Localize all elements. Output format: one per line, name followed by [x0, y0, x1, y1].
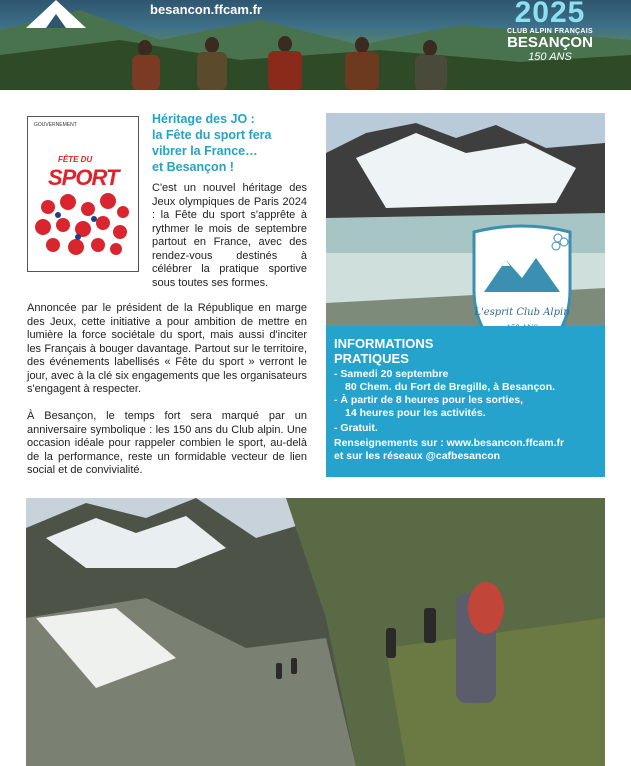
info-contact-2[interactable]: et sur les réseaux @cafbesancon	[334, 450, 501, 462]
info-hours-2: 14 heures pour les activités.	[345, 407, 486, 419]
anniversary-club: CLUB ALPIN FRANÇAIS	[507, 28, 593, 35]
header-url[interactable]: besancon.ffcam.fr	[150, 2, 262, 17]
trail-scene	[26, 498, 605, 766]
anniversary-years: 150 ANS	[528, 51, 572, 63]
poster-sport: SPORT	[48, 165, 119, 190]
info-address: 80 Chem. du Fort de Bregille, à Besançon.	[345, 381, 556, 393]
header-banner	[0, 0, 631, 90]
article-paragraph-1: Annoncée par le président de la République en marge des Jeux, cette initiative a pour ambition de mettre en lumière la force sociétale du sport, mais aussi d'inciter les Français à bouger davantage. Partout sur le territoire, des événements labellisés « Fête du sport » verront le jour, avec à la clé six engagements que les organisateurs s'engagent à respecter.	[27, 302, 307, 395]
info-title: INFORMATIONS PRATIQUES	[334, 336, 434, 366]
info-date: - Samedi 20 septembre	[334, 368, 449, 380]
anniversary-logo	[495, 0, 605, 78]
article-paragraph-2: À Besançon, le temps fort sera marqué par un anniversaire symbolique : les 150 ans du Club alpin. Une occasion idéale pour rappeler combien le sport, au-delà de la performance, reste un formidable vecteur de lien social et de convivialité.	[27, 410, 307, 476]
headline-line: Héritage des JO :	[152, 112, 255, 126]
anniversary-year: 2025	[514, 0, 586, 29]
info-hours-1: - À partir de 8 heures pour les sorties,	[334, 394, 524, 406]
practical-info-box	[326, 326, 605, 477]
hiking-trail-photo	[26, 498, 605, 766]
anniversary-city: BESANÇON	[507, 34, 593, 51]
info-free: - Gratuit.	[334, 422, 378, 434]
headline-line: vibrer la France…	[152, 144, 258, 158]
poster-crowd-illustration	[28, 187, 138, 272]
poster-gov: GOUVERNEMENT	[34, 122, 77, 128]
club-logo	[26, 0, 146, 30]
info-contact-1[interactable]: Renseignements sur : www.besancon.ffcam.fr	[334, 437, 565, 449]
article-lead: C'est un nouvel héritage des Jeux olympiques de Paris 2024 : la Fête du sport s'apprête à rythmer le mois de septembre partout en France, avec des rendez-vous destinés à célébrer la pratique sportive sous toutes ses formes.	[152, 182, 307, 289]
article-headline	[152, 111, 312, 175]
headline-line: la Fête du sport fera	[152, 128, 272, 142]
poster-fete: FÊTE DU	[58, 155, 93, 164]
headline-line: et Besançon !	[152, 160, 234, 174]
badge-script: L'esprit Club Alpin	[474, 307, 570, 318]
fete-du-sport-poster	[27, 116, 139, 272]
